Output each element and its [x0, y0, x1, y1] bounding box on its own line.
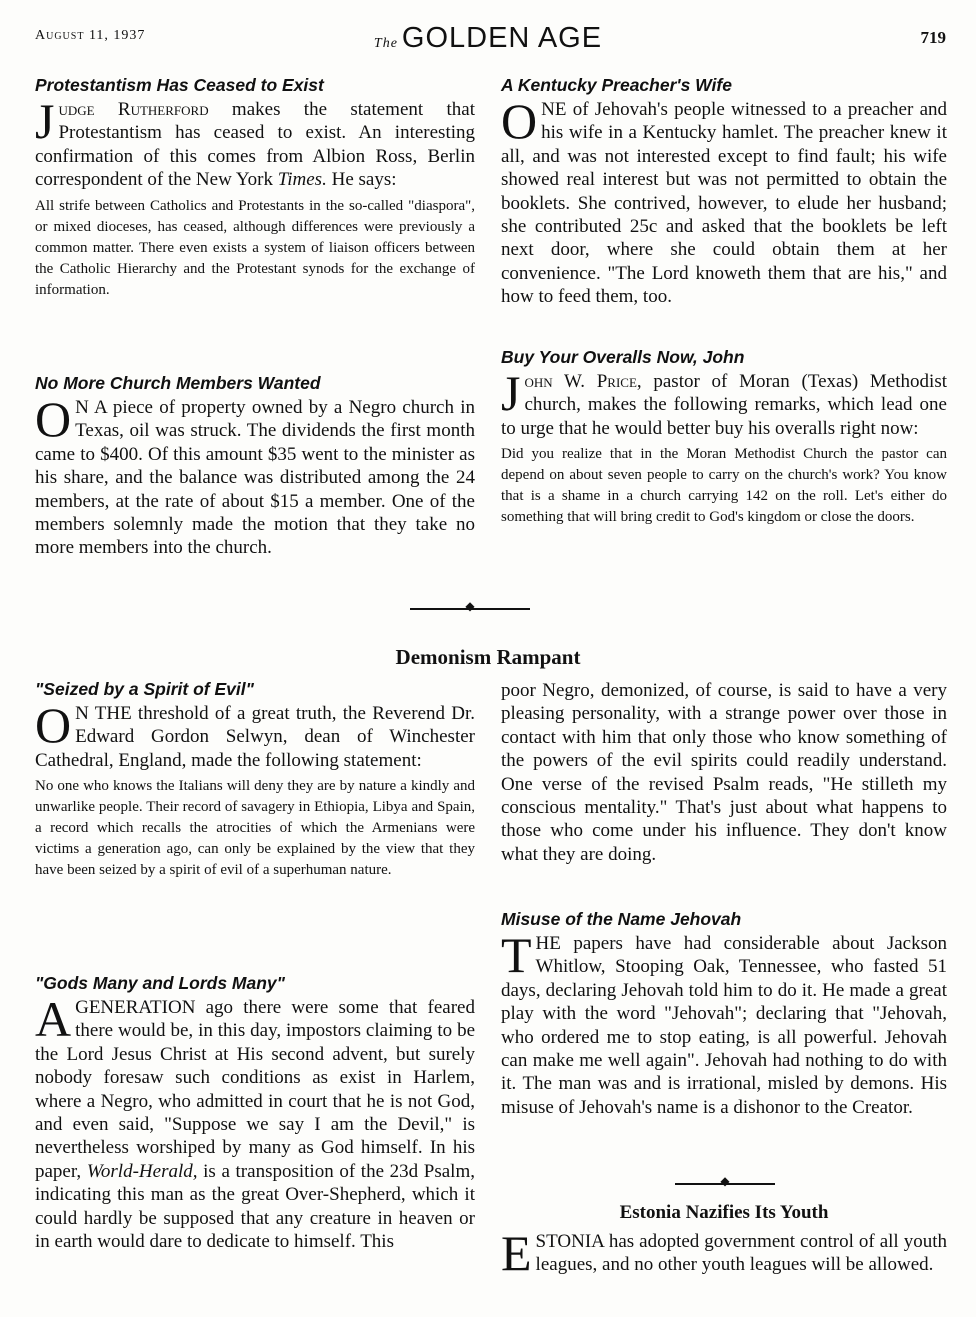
article-title: Misuse of the Name Jehovah: [501, 909, 742, 929]
drop-cap: A: [35, 991, 72, 1047]
body-tail: He says:: [326, 169, 397, 191]
article-body: [35, 991, 475, 1253]
masthead-the: The: [373, 36, 398, 51]
article-body: [501, 365, 947, 440]
article-body: [35, 697, 475, 772]
body-tail: is a transposition of the 23d Psalm, indicating this man as the great Over-Shepherd, which it could hardly be supposed that any creature in heaven or in earth would dare to dedicate to himself. This: [35, 1160, 475, 1253]
section-divider: [410, 608, 530, 610]
article-body: poor Negro, demonized, of course, is said to have a very pleasing personality, with a strange power over those in contact with him that only those who know something of the powers of the evil spirits could readily understand. One verse of the revised Psalm reads, "He stilleth my conscious mentality." That's just about what happens to those who come under his influence. They don't know what they are doing.: [501, 680, 947, 865]
article-title: "Gods Many and Lords Many": [35, 973, 285, 993]
quote: All strife between Catholics and Protestants in the so-called "diaspora", or mixed dioceses, has ceased, although differences were previously a common matter. There even exists a system of liaison officers between the Catholic Hierarchy and the Protestant synods for the exchange of information.: [35, 197, 475, 298]
article-body: [501, 93, 947, 309]
article-body: [501, 1225, 947, 1281]
article-seized: [35, 678, 475, 881]
drop-cap: J: [501, 365, 521, 421]
body-text: N THE threshold of a great truth, the Reverend Dr. Edward Gordon Selwyn, dean of Winchester Cathedral, England, made the following statement:: [35, 703, 475, 771]
drop-cap: E: [501, 1225, 532, 1281]
article-title: Buy Your Overalls Now, John: [501, 347, 745, 367]
article-title: Estonia Nazifies Its Youth: [619, 1202, 829, 1223]
body-text: NE of Jehovah's people witnessed to a preacher and his wife in a Kentucky hamlet. The preacher knew it all, and was not interested except to find fault; his wife showed real interest but was not permitted to obtain the booklets. She contrived, however, to elude her husband; she contributed 25c and asked that the booklets be left next door, where she could obtain them at her convenience. "The Lord knoweth them that are his," and how to feed them, too.: [501, 99, 947, 308]
drop-cap: T: [501, 927, 532, 983]
article-church: [35, 372, 475, 560]
article-kentucky: [501, 74, 947, 309]
masthead-title: GOLDEN AGE: [401, 22, 603, 54]
quote: No one who knows the Italians will deny they are by nature a kindly and unwarlike people. Their record of savagery in Ethiopia, Libya and Spain, a record which recalls the atrocities of which the Armenians were victims a generation ago, can only be explained by the view that they have been seized by a spirit of evil of a superhuman nature.: [35, 778, 475, 879]
article-body: [35, 93, 475, 192]
issue-date: August 11, 1937: [35, 28, 146, 43]
body-text: N A piece of property owned by a Negro church in Texas, oil was struck. The dividends the first month came to $400. Of this amount $35 went to the minister as his share, and the balance was distributed among the 24 members, at the rate of about $15 a member. One of the members solemnly made the motion that they take no more members into the church.: [35, 397, 475, 559]
article-body: [501, 927, 947, 1119]
article-overalls: [501, 346, 947, 528]
newspaper-name: Times.: [277, 169, 327, 191]
body-text: HE papers have had considerable about Jackson Whitlow, Stooping Oak, Tennessee, who fasted 51 days, declaring Jehovah told him to do it. He made a great play with the word "Jehovah"; declaring that "Jehovah, who ordered me to stop eating, is all powerful. Jehovah can make me well again". Jehovah had nothing to do with it. The man was and is irrational, misled by demons. His misuse of Jehovah's name is a dishonor to the Creator.: [501, 933, 947, 1118]
drop-cap: O: [35, 697, 72, 753]
article-gods-continued: [501, 679, 947, 866]
page-number: 719: [920, 28, 946, 47]
article-estonia: [501, 1202, 947, 1281]
body-text: makes the statement that Protestantism has ceased to exist. An interesting confirmation of this comes from Albion Ross, Berlin correspondent of the New York: [35, 99, 475, 191]
drop-cap: J: [35, 93, 55, 149]
masthead: [0, 22, 976, 55]
body-text: STONIA has adopted government control of all youth leagues, and no other youth leagues will be allowed.: [535, 1231, 947, 1276]
page-header: [0, 22, 976, 62]
article-title: A Kentucky Preacher's Wife: [501, 75, 732, 95]
article-title: No More Church Members Wanted: [35, 373, 321, 393]
body-text: , pastor of Moran (Texas) Methodist church, makes the following remarks, which lead one to urge that he would better buy his overalls right now:: [501, 371, 947, 439]
section-divider: [675, 1183, 775, 1185]
article-body: [35, 391, 475, 560]
section-title: Demonism Rampant: [395, 645, 581, 669]
lead-in: ohn W. Price: [524, 371, 637, 392]
article-misuse: [501, 908, 947, 1119]
article-title: "Seized by a Spirit of Evil": [35, 679, 254, 699]
article-title: Protestantism Has Ceased to Exist: [35, 75, 324, 95]
article-gods: [35, 972, 475, 1253]
article-protestantism: [35, 74, 475, 301]
drop-cap: O: [501, 93, 538, 149]
lead-in: udge Rutherford: [58, 99, 209, 120]
drop-cap: O: [35, 391, 72, 447]
paper-name: World-Herald,: [86, 1160, 198, 1182]
body-text: GENERATION ago there were some that feared there would be, in this day, impostors claiming to be the Lord Jesus Christ at His second advent, but surely nobody foresaw such conditions as exist in Harlem, where a Negro, who admitted in court that he is not God, and even said, "Suppose we say I am the Devil," is nevertheless worshiped by many as God himself. In his paper,: [35, 997, 475, 1182]
quote: Did you realize that in the Moran Methodist Church the pastor can depend on about seven people to carry on the church's work? You know that is a shame in a church carrying 142 on the roll. Let's either do something that will bring credit to God's kingdom or close the doors.: [501, 446, 947, 526]
